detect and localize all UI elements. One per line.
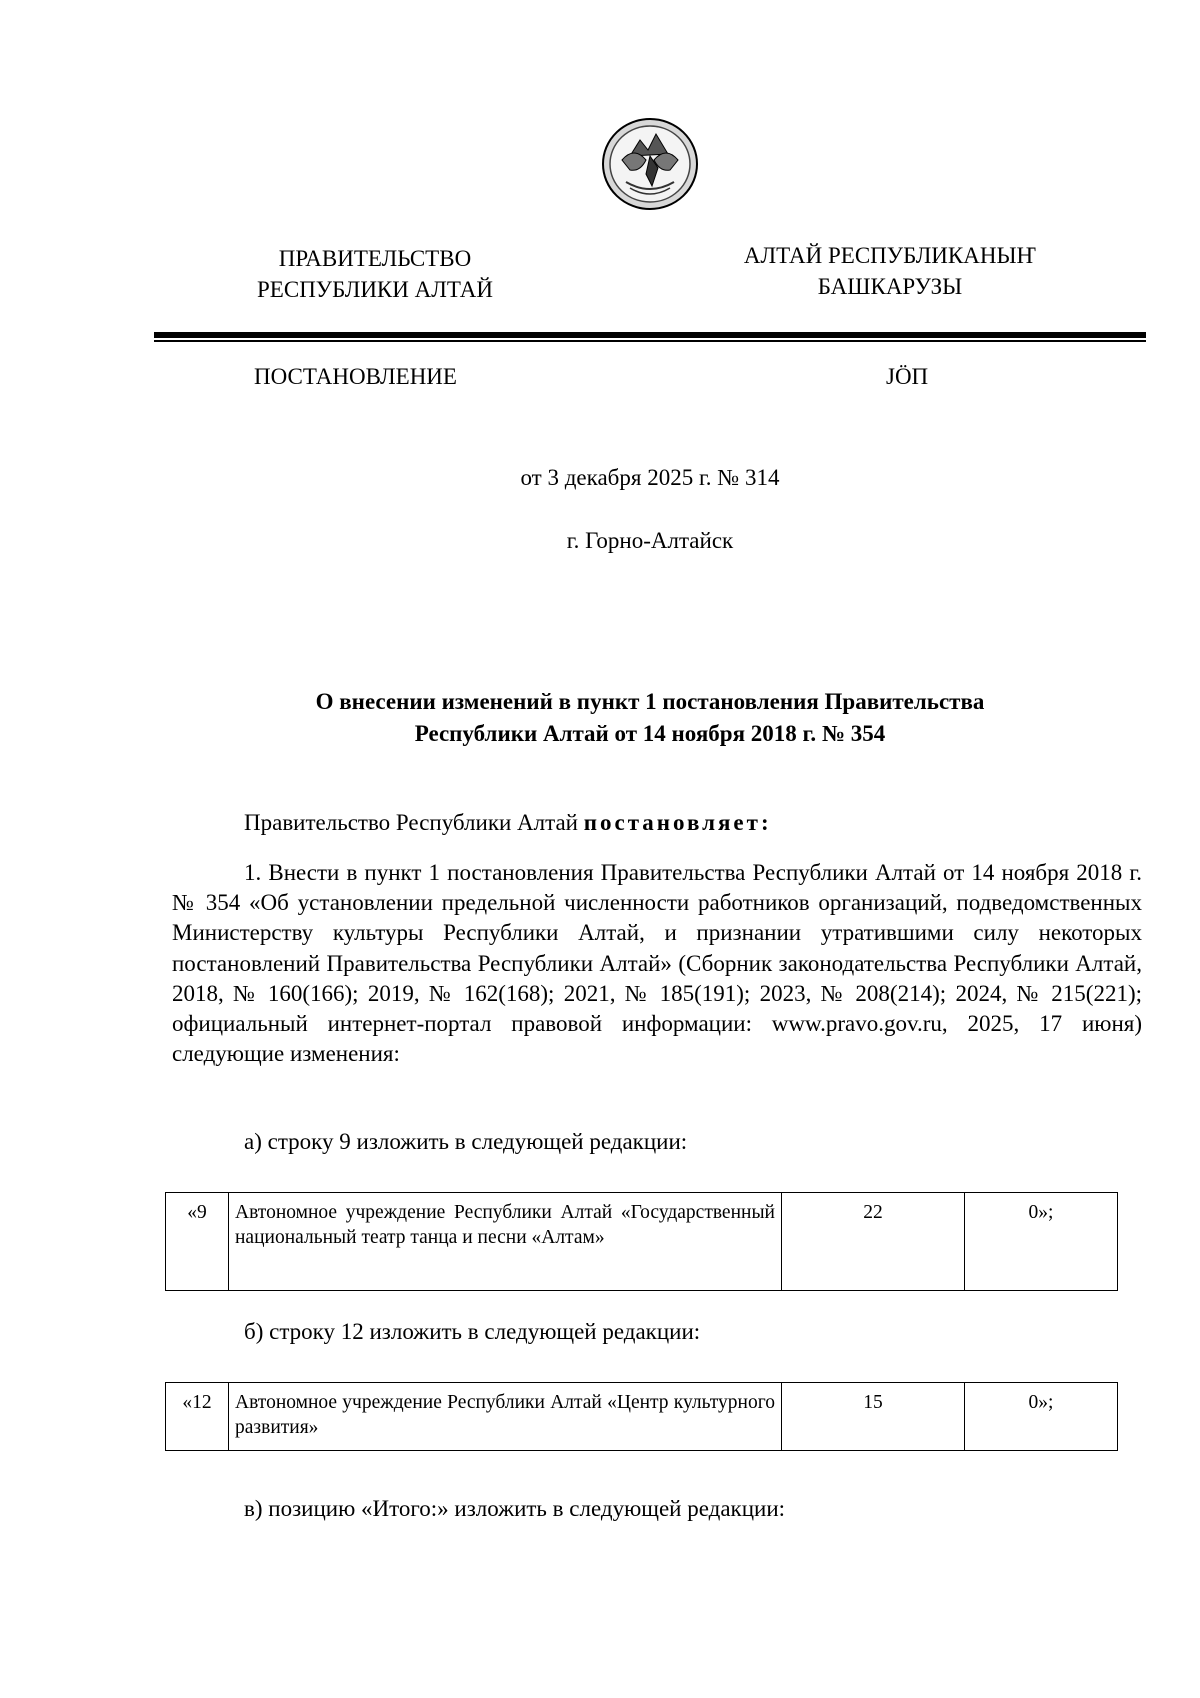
doc-type-left: ПОСТАНОВЛЕНИЕ [254, 364, 457, 389]
row-number: «12 [166, 1383, 229, 1451]
subparagraph-b: б) строку 12 изложить в следующей редакции: [244, 1319, 701, 1344]
document-date: от 3 декабря 2025 г. № 314 [520, 465, 780, 490]
staff-limit-value: 22 [782, 1193, 965, 1291]
subparagraph-a: а) строку 9 изложить в следующей редакции: [244, 1129, 688, 1154]
header-divider-thin [154, 340, 1146, 342]
doc-type-right: JÖП [886, 364, 929, 389]
document-heading [154, 686, 1146, 750]
organization-name: Автономное учреждение Республики Алтай «Центр культурного развития» [229, 1383, 782, 1451]
subparagraph-c: в) позицию «Итого:» изложить в следующей редакции: [244, 1496, 786, 1521]
row-number: «9 [166, 1193, 229, 1291]
secondary-value: 0»; [965, 1193, 1118, 1291]
header-right [740, 240, 1040, 302]
intro-emphasis: постановляет: [583, 810, 772, 835]
intro-paragraph [172, 808, 1142, 838]
header-divider-thick [154, 332, 1146, 338]
heading-line1: О внесении изменений в пункт 1 постановления Правительства [315, 689, 985, 714]
heading-line2: Республики Алтай от 14 ноября 2018 г. № 354 [414, 721, 886, 746]
coat-of-arms-emblem [600, 116, 700, 212]
header-left [210, 243, 540, 305]
header-left-line1: ПРАВИТЕЛЬСТВО [278, 246, 472, 271]
paragraph-1: 1. Внести в пункт 1 постановления Правительства Республики Алтай от 14 ноября 2018 г. № 354 «Об установлении предельной численности работников организаций, подведомственных Министерству культуры Республики Алтай, и признании утратившими силу некоторых постановлений Правительства Республики Алтай» (Сборник законодательства Республики Алтай, 2018, № 160(166); 2019, № 162(168); 2021, № 185(191); 2023, № 208(214); 2024, № 215(221); официальный интернет-портал правовой информации: www.pravo.gov.ru, 2025, 17 июня) следующие изменения: [172, 860, 1142, 1067]
table-row-12 [165, 1382, 1118, 1451]
header-left-line2: РЕСПУБЛИКИ АЛТАЙ [257, 277, 493, 302]
organization-name: Автономное учреждение Республики Алтай «Государственный национальный театр танца и песни «Алтам» [229, 1193, 782, 1291]
staff-limit-value: 15 [782, 1383, 965, 1451]
table-row-9 [165, 1192, 1118, 1291]
header-right-line1: АЛТАЙ РЕСПУБЛИКАНЫҤ [743, 243, 1037, 268]
document-city: г. Горно-Алтайск [566, 528, 734, 553]
table-row [166, 1383, 1118, 1451]
intro-text: Правительство Республики Алтай [244, 810, 584, 835]
secondary-value: 0»; [965, 1383, 1118, 1451]
table-row [166, 1193, 1118, 1291]
header-right-line2: БАШКАРУЗЫ [817, 274, 963, 299]
